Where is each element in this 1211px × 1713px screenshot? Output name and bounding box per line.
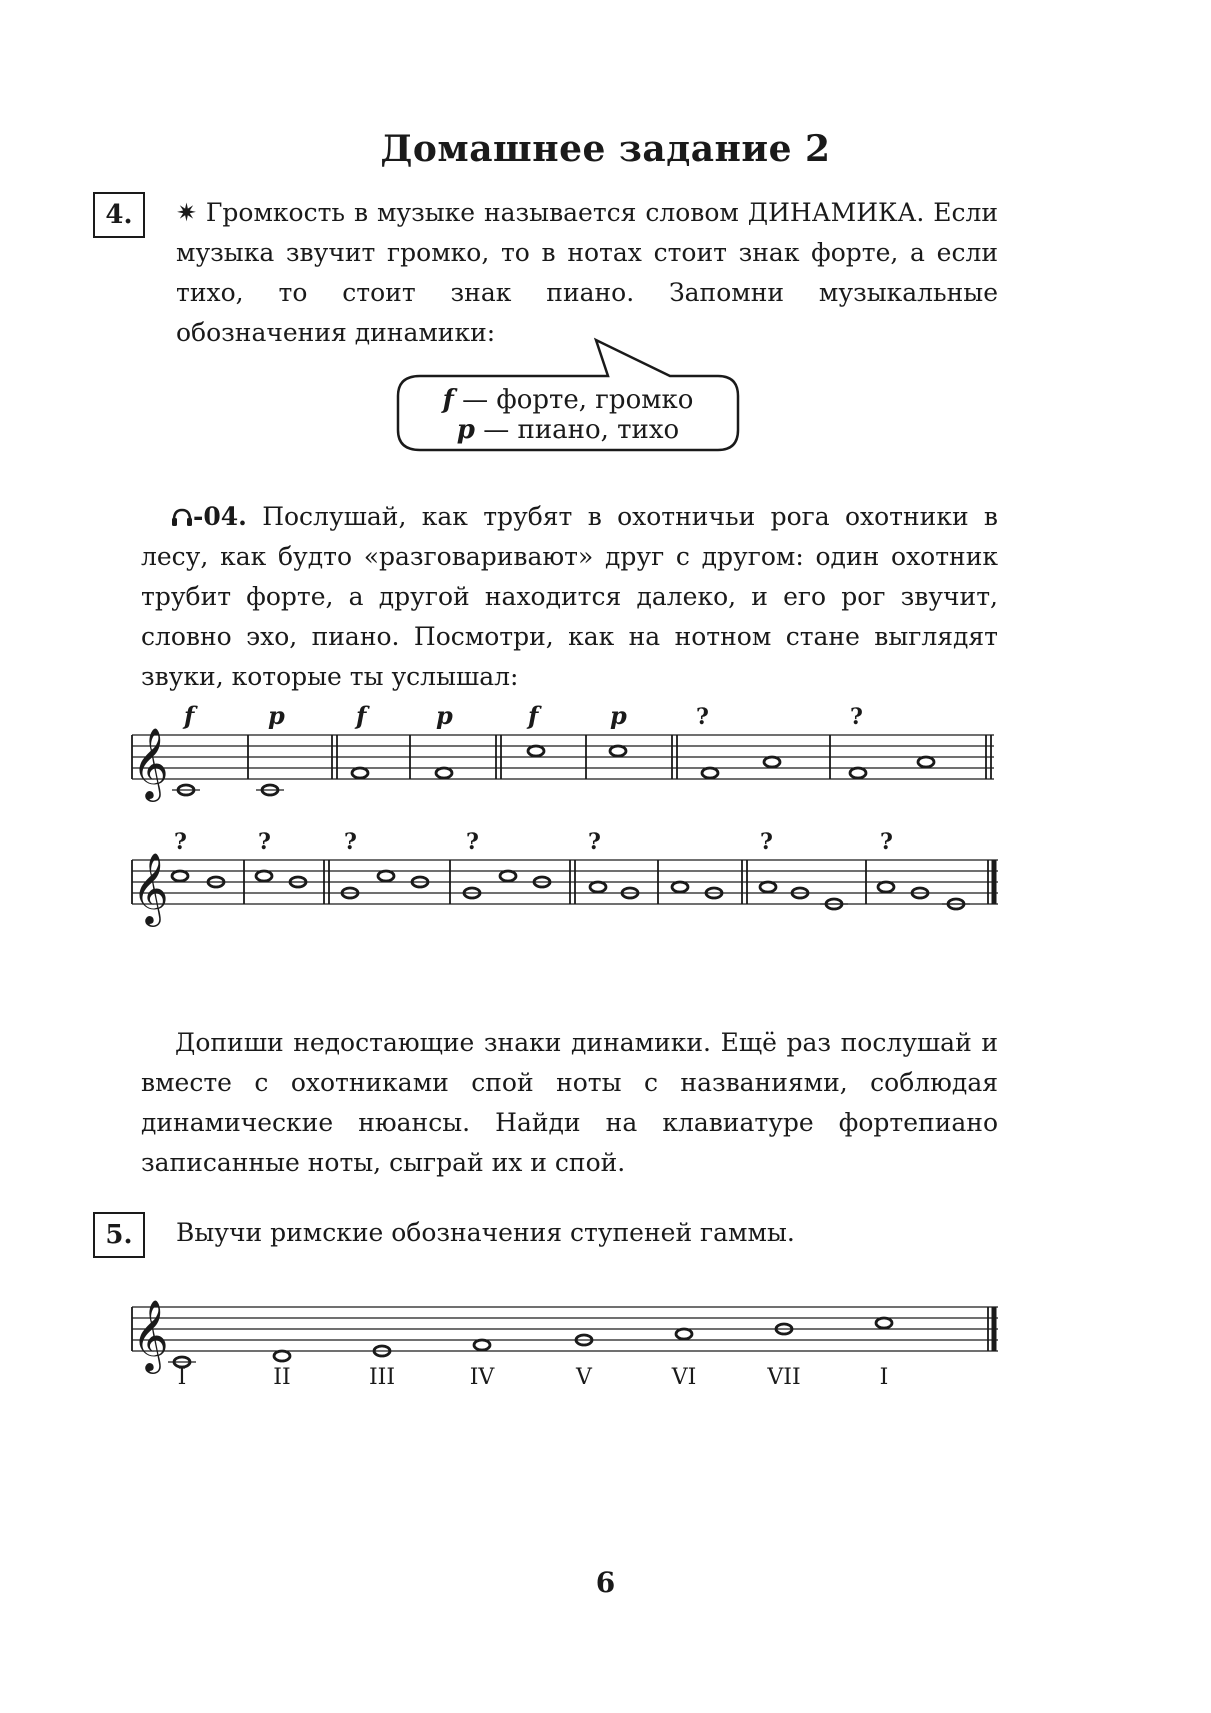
whole-note <box>256 871 272 881</box>
question-mark: ? <box>850 704 863 730</box>
whole-note <box>850 768 866 778</box>
dynamic-mark: p <box>268 701 285 730</box>
degree-label: II <box>273 1365 291 1390</box>
forte-sign: f <box>442 385 454 415</box>
whole-note <box>610 746 626 756</box>
whole-note <box>352 768 368 778</box>
whole-note <box>474 1340 490 1350</box>
whole-note <box>760 882 776 892</box>
whole-note <box>590 882 606 892</box>
question-mark: ? <box>466 829 479 855</box>
question-mark: ? <box>760 829 773 855</box>
dynamic-mark: p <box>436 701 453 730</box>
whole-note <box>500 871 516 881</box>
dynamic-mark: f <box>528 701 539 730</box>
task-4-number: 4. <box>93 192 145 238</box>
degree-label: VI <box>671 1365 697 1390</box>
question-mark: ? <box>588 829 601 855</box>
treble-clef-icon: 𝄞 <box>132 851 169 924</box>
treble-clef-icon: 𝄞 <box>132 726 169 799</box>
whole-note <box>676 1329 692 1339</box>
task-5-text: Выучи римские обозначения ступеней гаммы. <box>176 1218 795 1247</box>
treble-clef-icon: 𝄞 <box>132 1298 169 1371</box>
whole-note <box>918 757 934 767</box>
whole-note <box>274 1351 290 1361</box>
degree-label: V <box>576 1365 592 1390</box>
degree-label: III <box>368 1365 396 1390</box>
staff-2 <box>128 825 1008 945</box>
degree-label: IV <box>469 1365 495 1390</box>
whole-note <box>876 1318 892 1328</box>
page-number: 6 <box>595 1566 616 1599</box>
degree-label: I <box>879 1365 889 1390</box>
after-paragraph <box>141 1023 998 1183</box>
whole-note <box>378 871 394 881</box>
whole-note <box>764 757 780 767</box>
dynamic-mark: p <box>610 701 627 730</box>
degree-label: VII <box>767 1365 801 1390</box>
question-mark: ? <box>696 704 709 730</box>
staff-1 <box>128 700 1008 810</box>
piano-definition: — пиано, тихо <box>474 415 680 445</box>
whole-note <box>672 882 688 892</box>
question-mark: ? <box>880 829 893 855</box>
task-5-number: 5. <box>93 1212 145 1258</box>
track-label: -04. <box>193 502 247 531</box>
page-title: Домашнее задание 2 <box>380 128 831 170</box>
after-text: Допиши недостающие знаки динамики. Ещё раз послушай и вместе с охотниками спой ноты с названиями, соблюдая динамические нюансы. Найди на клавиатуре фортепиано записанные ноты, сыграй их и спой. <box>141 1028 998 1177</box>
headphones-icon <box>171 507 193 527</box>
whole-note <box>436 768 452 778</box>
listen-text: Послушай, как трубят в охотничьи рога охотники в лесу, как будто «разговаривают» друг с другом: один охотник трубит форте, а другой находится далеко, и его рог звучит, словно эхо, пиано. Посмотри, как на нотном стане выглядят звуки, которые ты услышал: <box>141 502 998 691</box>
callout-text <box>398 385 738 445</box>
whole-note <box>528 746 544 756</box>
piano-sign: p <box>456 415 475 445</box>
whole-note <box>172 871 188 881</box>
whole-note <box>702 768 718 778</box>
dynamic-mark: f <box>184 701 195 730</box>
question-mark: ? <box>174 829 187 855</box>
question-mark: ? <box>258 829 271 855</box>
question-mark: ? <box>344 829 357 855</box>
degree-label: I <box>177 1365 187 1390</box>
star-icon: ✷ <box>176 198 197 227</box>
listen-paragraph <box>141 497 998 697</box>
dynamic-mark: f <box>356 701 367 730</box>
task-4-intro-text: Громкость в музыке называется словом ДИНАМИКА. Если музыка звучит громко, то в нотах стоит знак форте, а если тихо, то стоит знак пиано. Запомни музыкальные обозначения динамики: <box>176 198 998 347</box>
task-4-intro <box>176 193 998 353</box>
forte-definition: — форте, громко <box>453 385 694 415</box>
whole-note <box>878 882 894 892</box>
